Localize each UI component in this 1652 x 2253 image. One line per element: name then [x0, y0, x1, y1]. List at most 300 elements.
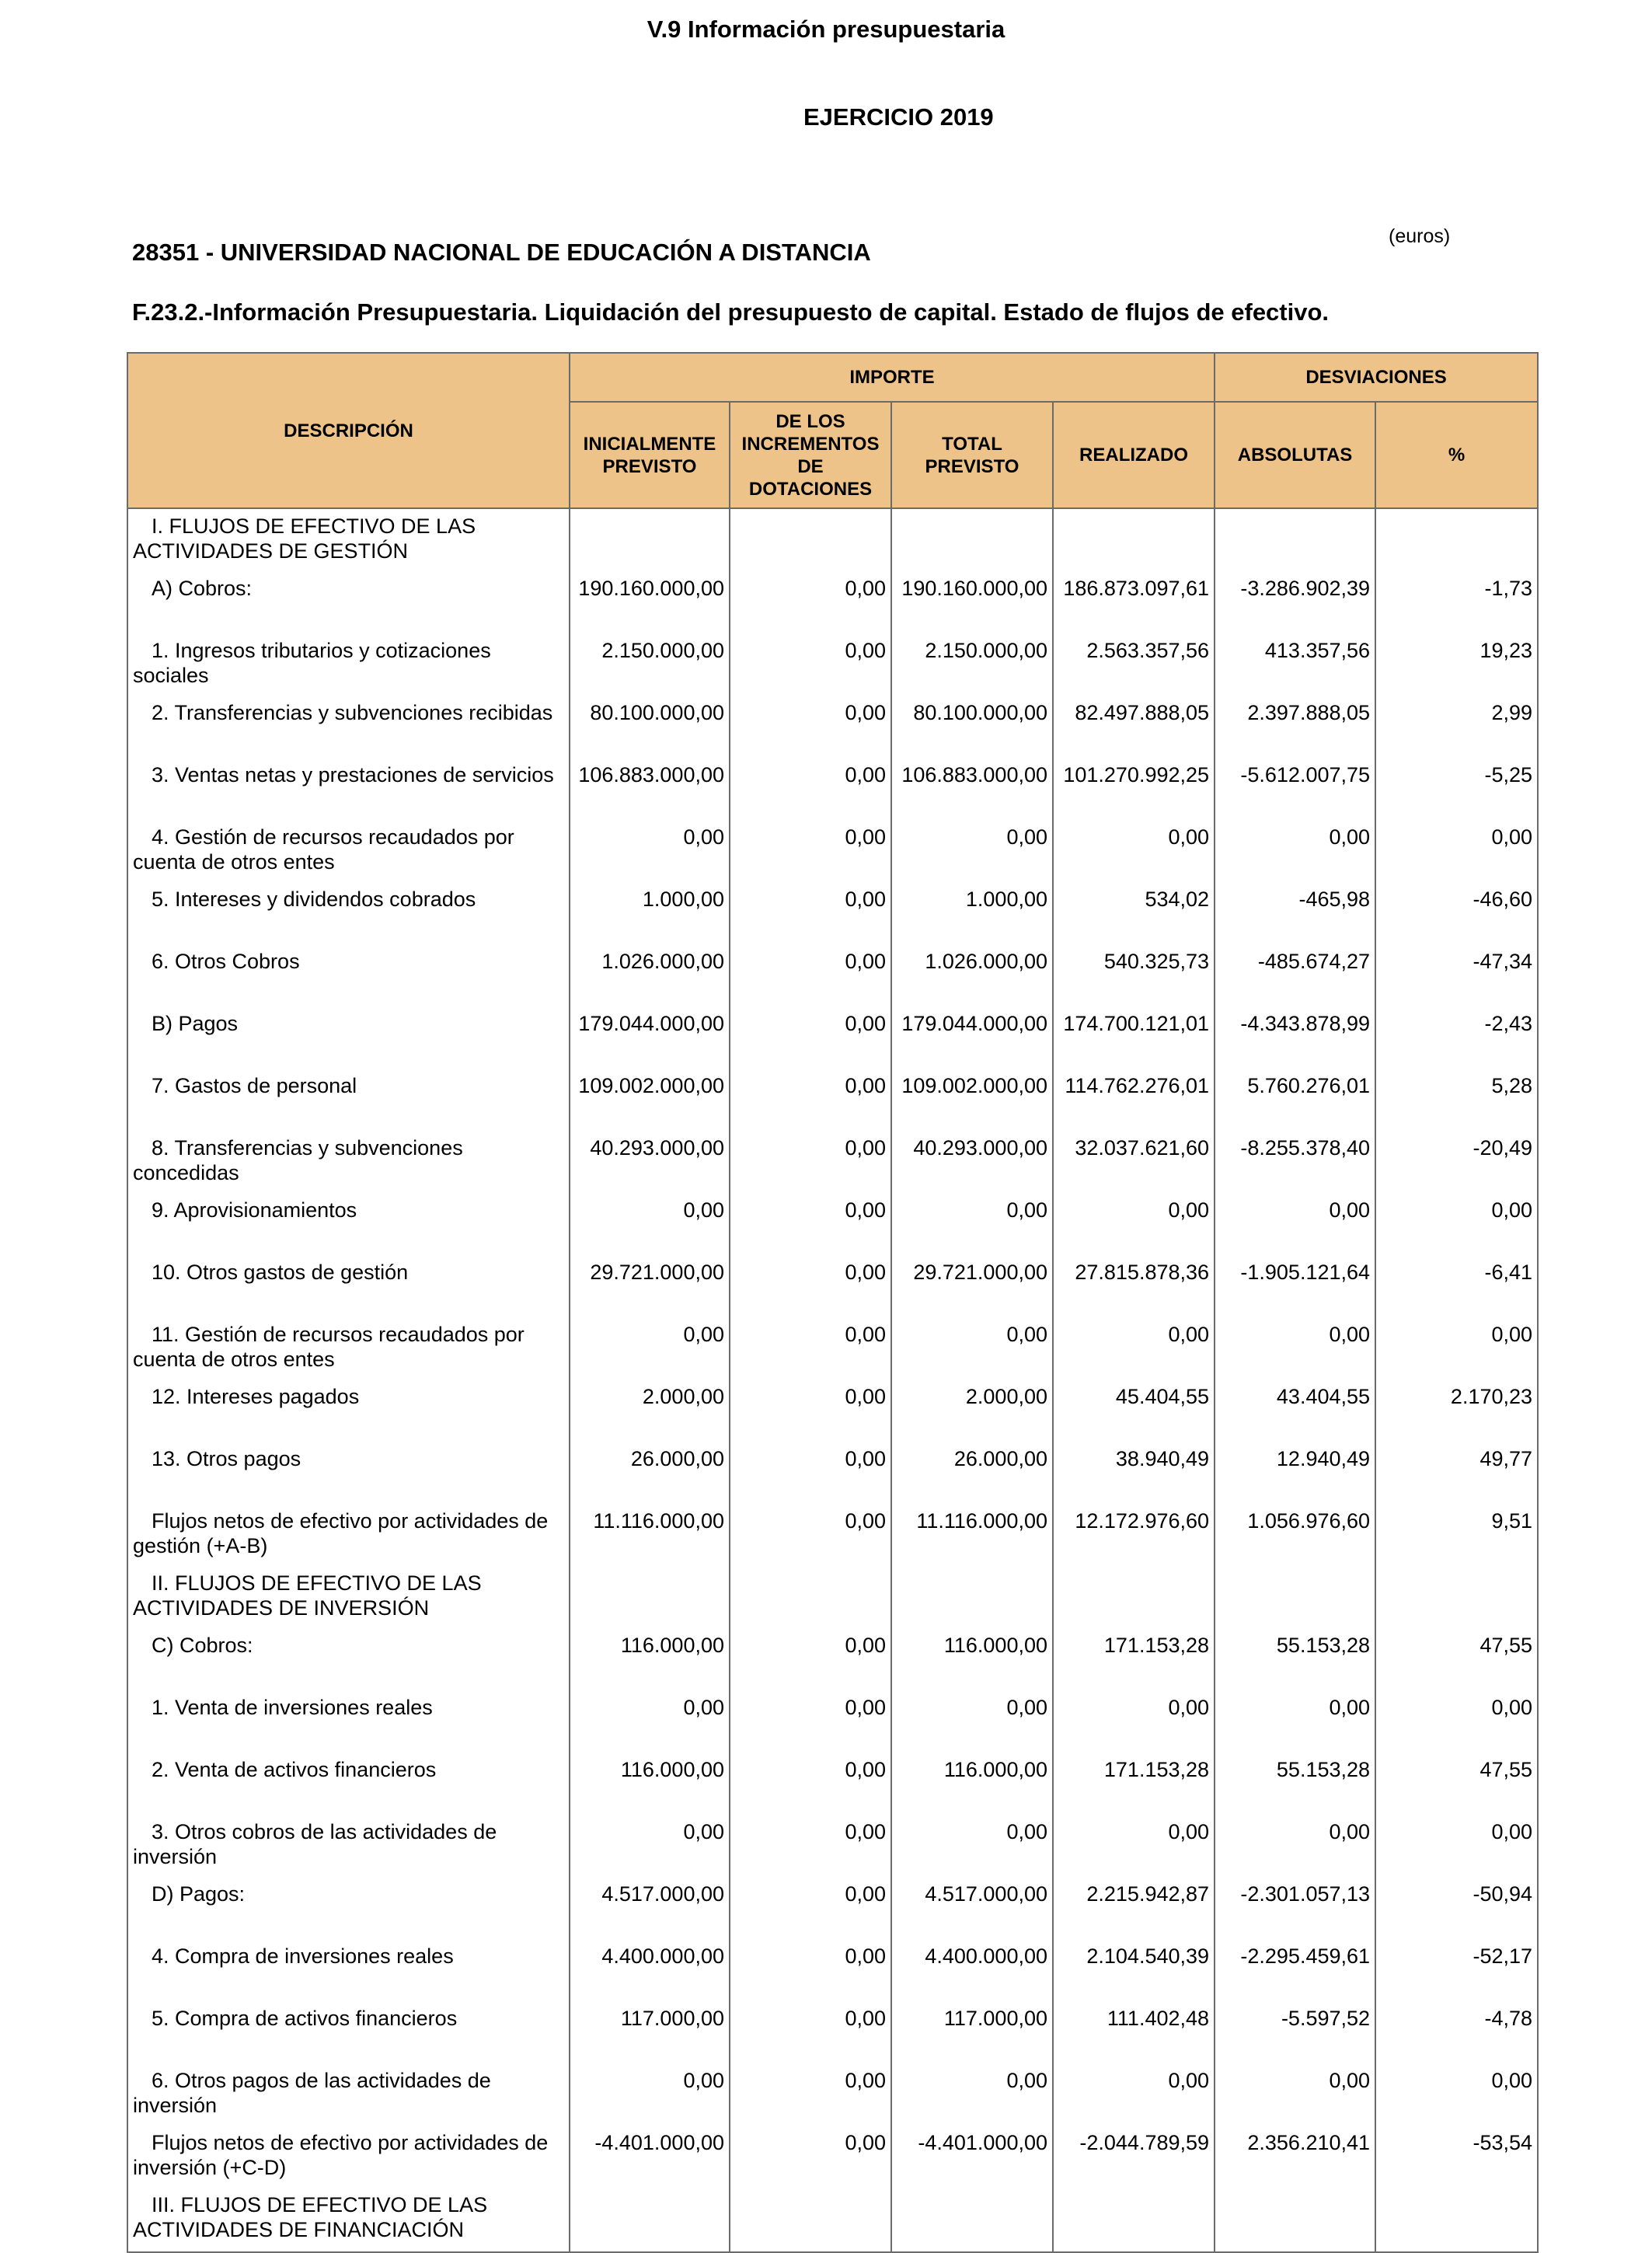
value-real: 540.325,73	[1103, 950, 1210, 973]
cell-incr	[730, 2001, 891, 2063]
value-real: 114.762.276,01	[1065, 1074, 1210, 1097]
value-real	[1054, 1566, 1214, 1571]
cell-abs	[1215, 1690, 1375, 1753]
value-incr: 0,00	[845, 1509, 886, 1533]
value-total: 40.293.000,00	[913, 1136, 1047, 1160]
cell-total	[891, 1753, 1053, 1815]
table-row	[127, 2188, 1538, 2252]
value-total: 1.026.000,00	[925, 950, 1047, 973]
value-abs: 2.356.210,41	[1247, 2131, 1371, 2154]
value-incr: 0,00	[845, 950, 886, 973]
value-total: 0,00	[1006, 1820, 1047, 1843]
cell-real	[1053, 1504, 1215, 1566]
cell-abs	[1215, 1939, 1375, 2001]
value-pct	[1376, 509, 1537, 514]
value-abs: 0,00	[1329, 1696, 1371, 1719]
row-description: III. FLUJOS DE EFECTIVO DE LAS ACTIVIDADES DE FINANCIACIÓN	[133, 2193, 488, 2241]
value-real: 171.153,28	[1103, 1758, 1210, 1781]
value-real	[1054, 509, 1214, 514]
row-description-cell	[127, 820, 570, 882]
row-description: A) Cobros:	[152, 577, 253, 600]
row-description-cell	[127, 2063, 570, 2126]
row-description-cell	[127, 571, 570, 633]
value-pct: 0,00	[1491, 1820, 1533, 1843]
table-row	[127, 2063, 1538, 2126]
row-description: D) Pagos:	[152, 1882, 246, 1906]
cell-incr	[730, 1628, 891, 1690]
row-description: 5. Compra de activos financieros	[152, 2007, 458, 2030]
cell-incr	[730, 696, 891, 758]
value-total: 4.400.000,00	[925, 1944, 1047, 1968]
value-inicial: -4.401.000,00	[594, 2131, 724, 2154]
row-description-cell	[127, 1442, 570, 1504]
cell-real	[1053, 1131, 1215, 1193]
table-row	[127, 1131, 1538, 1193]
cell-inicial	[570, 1193, 730, 1255]
table-row	[127, 1504, 1538, 1566]
cell-inicial	[570, 2126, 730, 2188]
value-inicial: 0,00	[683, 1820, 724, 1843]
row-description: 10. Otros gastos de gestión	[152, 1261, 409, 1284]
value-real	[1054, 2188, 1214, 2192]
value-abs: 5.760.276,01	[1247, 1074, 1371, 1097]
cell-abs	[1215, 1504, 1375, 1566]
cell-incr	[730, 2126, 891, 2188]
row-description: 11. Gestión de recursos recaudados por cuenta de otros entes	[133, 1323, 525, 1371]
value-abs	[1215, 2188, 1375, 2192]
value-total: 116.000,00	[943, 1634, 1047, 1657]
row-description-cell	[127, 633, 570, 696]
table-row	[127, 1815, 1538, 1877]
cell-incr	[730, 820, 891, 882]
value-pct: -20,49	[1473, 1136, 1533, 1160]
cell-total	[891, 633, 1053, 696]
cell-real	[1053, 1255, 1215, 1317]
table-row	[127, 1939, 1538, 2001]
table-row	[127, 508, 1538, 571]
cell-incr	[730, 1379, 891, 1442]
cell-pct	[1375, 696, 1538, 758]
value-pct: -47,34	[1473, 950, 1533, 973]
value-abs: -4.343.878,99	[1240, 1012, 1371, 1035]
value-total: 179.044.000,00	[901, 1012, 1047, 1035]
header-incrementos: DE LOS INCREMENTOS DE DOTACIONES	[730, 402, 891, 508]
cell-total	[891, 2126, 1053, 2188]
value-pct: 0,00	[1491, 2069, 1533, 2092]
cell-pct	[1375, 2126, 1538, 2188]
cell-real	[1053, 1753, 1215, 1815]
cell-pct	[1375, 2188, 1538, 2252]
row-description: Flujos netos de efectivo por actividades de inversión (+C-D)	[133, 2131, 549, 2179]
value-real: 111.402,48	[1107, 2007, 1210, 2030]
cell-pct	[1375, 1255, 1538, 1317]
value-inicial: 26.000,00	[630, 1447, 724, 1470]
cell-incr	[730, 758, 891, 820]
cell-total	[891, 1877, 1053, 1939]
value-abs: -1.905.121,64	[1240, 1261, 1371, 1284]
value-abs: -2.295.459,61	[1240, 1944, 1371, 1968]
value-real: 12.172.976,60	[1075, 1509, 1210, 1533]
cell-abs	[1215, 2063, 1375, 2126]
row-description-cell	[127, 944, 570, 1006]
table-row	[127, 1753, 1538, 1815]
cell-abs	[1215, 696, 1375, 758]
value-incr: 0,00	[845, 1447, 886, 1470]
value-inicial: 4.400.000,00	[601, 1944, 724, 1968]
cell-incr	[730, 633, 891, 696]
value-total: 29.721.000,00	[913, 1261, 1047, 1284]
table-row	[127, 571, 1538, 633]
table-row	[127, 758, 1538, 820]
cell-incr	[730, 571, 891, 633]
row-description-cell	[127, 2126, 570, 2188]
cell-total	[891, 1504, 1053, 1566]
row-description-cell	[127, 1006, 570, 1069]
value-real: 45.404,55	[1115, 1385, 1210, 1408]
value-inicial: 109.002.000,00	[578, 1074, 724, 1097]
value-total	[892, 1566, 1052, 1571]
cell-abs	[1215, 2001, 1375, 2063]
cell-real	[1053, 2126, 1215, 2188]
cell-incr	[730, 1006, 891, 1069]
value-abs	[1215, 509, 1375, 514]
row-description-cell	[127, 1566, 570, 1628]
value-total: 117.000,00	[943, 2007, 1047, 2030]
cell-real	[1053, 1815, 1215, 1877]
cell-total	[891, 1442, 1053, 1504]
cell-real	[1053, 1566, 1215, 1628]
cell-inicial	[570, 508, 730, 571]
cell-real	[1053, 1690, 1215, 1753]
value-pct: 19,23	[1479, 639, 1533, 662]
cell-abs	[1215, 1255, 1375, 1317]
value-pct: 0,00	[1491, 825, 1533, 849]
value-abs: 0,00	[1329, 1323, 1371, 1346]
header-total-previsto: TOTAL PREVISTO	[891, 402, 1053, 508]
cell-pct	[1375, 1317, 1538, 1379]
cell-pct	[1375, 1504, 1538, 1566]
row-description-cell	[127, 758, 570, 820]
cell-pct	[1375, 2001, 1538, 2063]
row-description-cell	[127, 882, 570, 944]
cell-inicial	[570, 1690, 730, 1753]
cell-incr	[730, 1566, 891, 1628]
cell-real	[1053, 1877, 1215, 1939]
cell-inicial	[570, 2001, 730, 2063]
table-row	[127, 1628, 1538, 1690]
value-pct: -6,41	[1484, 1261, 1533, 1284]
cell-total	[891, 571, 1053, 633]
row-description: 13. Otros pagos	[152, 1447, 301, 1470]
value-inicial: 0,00	[683, 2069, 724, 2092]
value-total: 190.160.000,00	[901, 577, 1047, 600]
cell-inicial	[570, 758, 730, 820]
cell-pct	[1375, 882, 1538, 944]
value-pct: -1,73	[1484, 577, 1533, 600]
value-pct	[1376, 1566, 1537, 1571]
cell-real	[1053, 758, 1215, 820]
cell-pct	[1375, 1442, 1538, 1504]
cell-abs	[1215, 1379, 1375, 1442]
cell-abs	[1215, 2188, 1375, 2252]
cell-inicial	[570, 696, 730, 758]
value-abs: 0,00	[1329, 825, 1371, 849]
value-incr	[730, 2188, 890, 2192]
cell-incr	[730, 1131, 891, 1193]
cell-inicial	[570, 633, 730, 696]
value-total: 0,00	[1006, 825, 1047, 849]
report-title: F.23.2.-Información Presupuestaria. Liquidación del presupuesto de capital. Estado de flujos de efectivo.	[132, 298, 1330, 326]
row-description: 2. Transferencias y subvenciones recibidas	[152, 701, 553, 724]
value-pct: -50,94	[1473, 1882, 1533, 1906]
cell-incr	[730, 2063, 891, 2126]
value-pct: -5,25	[1484, 763, 1533, 786]
table-row	[127, 1317, 1538, 1379]
cell-total	[891, 1379, 1053, 1442]
value-abs	[1215, 1566, 1375, 1571]
cell-incr	[730, 944, 891, 1006]
cell-total	[891, 758, 1053, 820]
table-row	[127, 696, 1538, 758]
value-incr: 0,00	[845, 1198, 886, 1222]
table-row	[127, 1442, 1538, 1504]
value-total: 2.150.000,00	[925, 639, 1047, 662]
cell-real	[1053, 633, 1215, 696]
row-description: 4. Compra de inversiones reales	[152, 1944, 454, 1968]
cell-incr	[730, 1255, 891, 1317]
cell-inicial	[570, 1442, 730, 1504]
value-pct: 0,00	[1491, 1696, 1533, 1719]
cell-total	[891, 882, 1053, 944]
cell-total	[891, 1566, 1053, 1628]
value-real: 0,00	[1168, 1696, 1210, 1719]
section-title: V.9 Información presupuestaria	[647, 16, 1005, 43]
value-real: 2.563.357,56	[1086, 639, 1210, 662]
value-real: 32.037.621,60	[1075, 1136, 1210, 1160]
cell-incr	[730, 1069, 891, 1131]
table-row	[127, 1255, 1538, 1317]
cell-abs	[1215, 633, 1375, 696]
cell-real	[1053, 820, 1215, 882]
cell-inicial	[570, 1069, 730, 1131]
value-inicial: 106.883.000,00	[578, 763, 724, 786]
cell-abs	[1215, 1566, 1375, 1628]
value-inicial: 2.150.000,00	[601, 639, 724, 662]
cell-real	[1053, 1442, 1215, 1504]
cell-total	[891, 1317, 1053, 1379]
value-incr: 0,00	[845, 2069, 886, 2092]
row-description-cell	[127, 1753, 570, 1815]
cell-abs	[1215, 882, 1375, 944]
row-description-cell	[127, 2001, 570, 2063]
cell-abs	[1215, 1815, 1375, 1877]
value-real: 0,00	[1168, 1198, 1210, 1222]
value-total: 109.002.000,00	[901, 1074, 1047, 1097]
value-real: 2.104.540,39	[1086, 1944, 1210, 1968]
cell-inicial	[570, 1628, 730, 1690]
value-total: 116.000,00	[943, 1758, 1047, 1781]
cell-abs	[1215, 1069, 1375, 1131]
cell-total	[891, 2063, 1053, 2126]
value-incr: 0,00	[845, 763, 886, 786]
value-total: 11.116.000,00	[916, 1509, 1047, 1533]
value-inicial	[570, 2188, 729, 2192]
value-abs: 1.056.976,60	[1247, 1509, 1371, 1533]
cell-incr	[730, 1939, 891, 2001]
value-inicial: 116.000,00	[620, 1758, 724, 1781]
value-pct: -2,43	[1484, 1012, 1533, 1035]
cell-abs	[1215, 1131, 1375, 1193]
cell-real	[1053, 508, 1215, 571]
value-incr: 0,00	[845, 888, 886, 911]
cell-incr	[730, 1815, 891, 1877]
row-description: I. FLUJOS DE EFECTIVO DE LAS ACTIVIDADES DE GESTIÓN	[133, 514, 476, 563]
cell-real	[1053, 882, 1215, 944]
header-porcentaje: %	[1375, 402, 1538, 508]
value-pct: -46,60	[1473, 888, 1533, 911]
header-absolutas: ABSOLUTAS	[1215, 402, 1375, 508]
cell-total	[891, 2001, 1053, 2063]
row-description: 1. Ingresos tributarios y cotizaciones sociales	[133, 639, 491, 687]
cell-real	[1053, 1006, 1215, 1069]
row-description-cell	[127, 2188, 570, 2252]
row-description-cell	[127, 508, 570, 571]
value-total: 26.000,00	[953, 1447, 1047, 1470]
cell-incr	[730, 508, 891, 571]
row-description-cell	[127, 1379, 570, 1442]
value-pct: 0,00	[1491, 1323, 1533, 1346]
cell-inicial	[570, 944, 730, 1006]
value-incr: 0,00	[845, 1385, 886, 1408]
row-description: 3. Ventas netas y prestaciones de servicios	[152, 763, 554, 786]
value-inicial: 80.100.000,00	[590, 701, 724, 724]
row-description-cell	[127, 1877, 570, 1939]
cell-pct	[1375, 1379, 1538, 1442]
value-inicial: 179.044.000,00	[578, 1012, 724, 1035]
value-real: -2.044.789,59	[1079, 2131, 1210, 2154]
cell-inicial	[570, 1815, 730, 1877]
value-pct: -53,54	[1473, 2131, 1533, 2154]
cell-pct	[1375, 1690, 1538, 1753]
value-real: 0,00	[1168, 1323, 1210, 1346]
cash-flow-table	[127, 352, 1539, 2253]
value-abs: -465,98	[1298, 888, 1371, 911]
cell-pct	[1375, 1069, 1538, 1131]
row-description-cell	[127, 1317, 570, 1379]
cell-incr	[730, 1753, 891, 1815]
table-body	[127, 508, 1538, 2252]
row-description: 8. Transferencias y subvenciones concedidas	[133, 1136, 463, 1184]
row-description: 4. Gestión de recursos recaudados por cuenta de otros entes	[133, 825, 514, 874]
cell-incr	[730, 1504, 891, 1566]
value-incr: 0,00	[845, 1261, 886, 1284]
value-abs: 0,00	[1329, 1820, 1371, 1843]
cell-pct	[1375, 2063, 1538, 2126]
cell-real	[1053, 571, 1215, 633]
value-total: 1.000,00	[965, 888, 1047, 911]
value-pct: -4,78	[1484, 2007, 1533, 2030]
value-inicial: 40.293.000,00	[590, 1136, 724, 1160]
value-inicial: 0,00	[683, 825, 724, 849]
row-description-cell	[127, 1131, 570, 1193]
cell-total	[891, 2188, 1053, 2252]
cell-inicial	[570, 820, 730, 882]
value-incr	[730, 1566, 890, 1571]
value-incr: 0,00	[845, 1758, 886, 1781]
cell-incr	[730, 882, 891, 944]
cell-inicial	[570, 1566, 730, 1628]
row-description: 9. Aprovisionamientos	[152, 1198, 357, 1222]
value-inicial: 116.000,00	[620, 1634, 724, 1657]
value-incr: 0,00	[845, 2131, 886, 2154]
table-row	[127, 1006, 1538, 1069]
cell-pct	[1375, 1193, 1538, 1255]
table-row	[127, 1193, 1538, 1255]
cell-inicial	[570, 1006, 730, 1069]
value-total: -4.401.000,00	[918, 2131, 1047, 2154]
cell-pct	[1375, 1877, 1538, 1939]
value-incr: 0,00	[845, 1944, 886, 1968]
value-real: 171.153,28	[1103, 1634, 1210, 1657]
cell-pct	[1375, 1939, 1538, 2001]
value-incr	[730, 509, 890, 514]
value-total: 4.517.000,00	[925, 1882, 1047, 1906]
header-desviaciones: DESVIACIONES	[1215, 353, 1538, 402]
cell-pct	[1375, 1753, 1538, 1815]
table-row	[127, 1566, 1538, 1628]
cell-abs	[1215, 1006, 1375, 1069]
value-abs: 0,00	[1329, 1198, 1371, 1222]
value-real: 174.700.121,01	[1063, 1012, 1210, 1035]
value-abs: -8.255.378,40	[1240, 1136, 1371, 1160]
cell-total	[891, 696, 1053, 758]
row-description: 7. Gastos de personal	[152, 1074, 357, 1097]
cell-total	[891, 1255, 1053, 1317]
row-description: 6. Otros pagos de las actividades de inversión	[133, 2069, 491, 2117]
value-abs: 413.357,56	[1264, 639, 1371, 662]
cell-pct	[1375, 758, 1538, 820]
value-abs: -3.286.902,39	[1240, 577, 1371, 600]
value-total: 2.000,00	[965, 1385, 1047, 1408]
value-pct: 2,99	[1491, 701, 1533, 724]
value-total: 0,00	[1006, 1323, 1047, 1346]
cell-real	[1053, 1939, 1215, 2001]
row-description: 5. Intereses y dividendos cobrados	[152, 888, 476, 911]
row-description: 12. Intereses pagados	[152, 1385, 360, 1408]
cell-inicial	[570, 571, 730, 633]
value-abs: 0,00	[1329, 2069, 1371, 2092]
cell-pct	[1375, 820, 1538, 882]
value-inicial: 0,00	[683, 1696, 724, 1719]
row-description-cell	[127, 1504, 570, 1566]
cell-real	[1053, 1069, 1215, 1131]
cell-real	[1053, 2001, 1215, 2063]
value-inicial: 1.026.000,00	[601, 950, 724, 973]
value-pct: -52,17	[1473, 1944, 1533, 1968]
row-description: 1. Venta de inversiones reales	[152, 1696, 433, 1719]
table-row	[127, 882, 1538, 944]
cell-total	[891, 1193, 1053, 1255]
value-pct: 9,51	[1491, 1509, 1533, 1533]
cell-incr	[730, 1442, 891, 1504]
cell-abs	[1215, 1317, 1375, 1379]
cell-inicial	[570, 1379, 730, 1442]
value-incr: 0,00	[845, 1634, 886, 1657]
value-abs: -5.612.007,75	[1240, 763, 1371, 786]
value-incr: 0,00	[845, 1012, 886, 1035]
value-pct: 5,28	[1491, 1074, 1533, 1097]
value-real: 82.497.888,05	[1075, 701, 1210, 724]
